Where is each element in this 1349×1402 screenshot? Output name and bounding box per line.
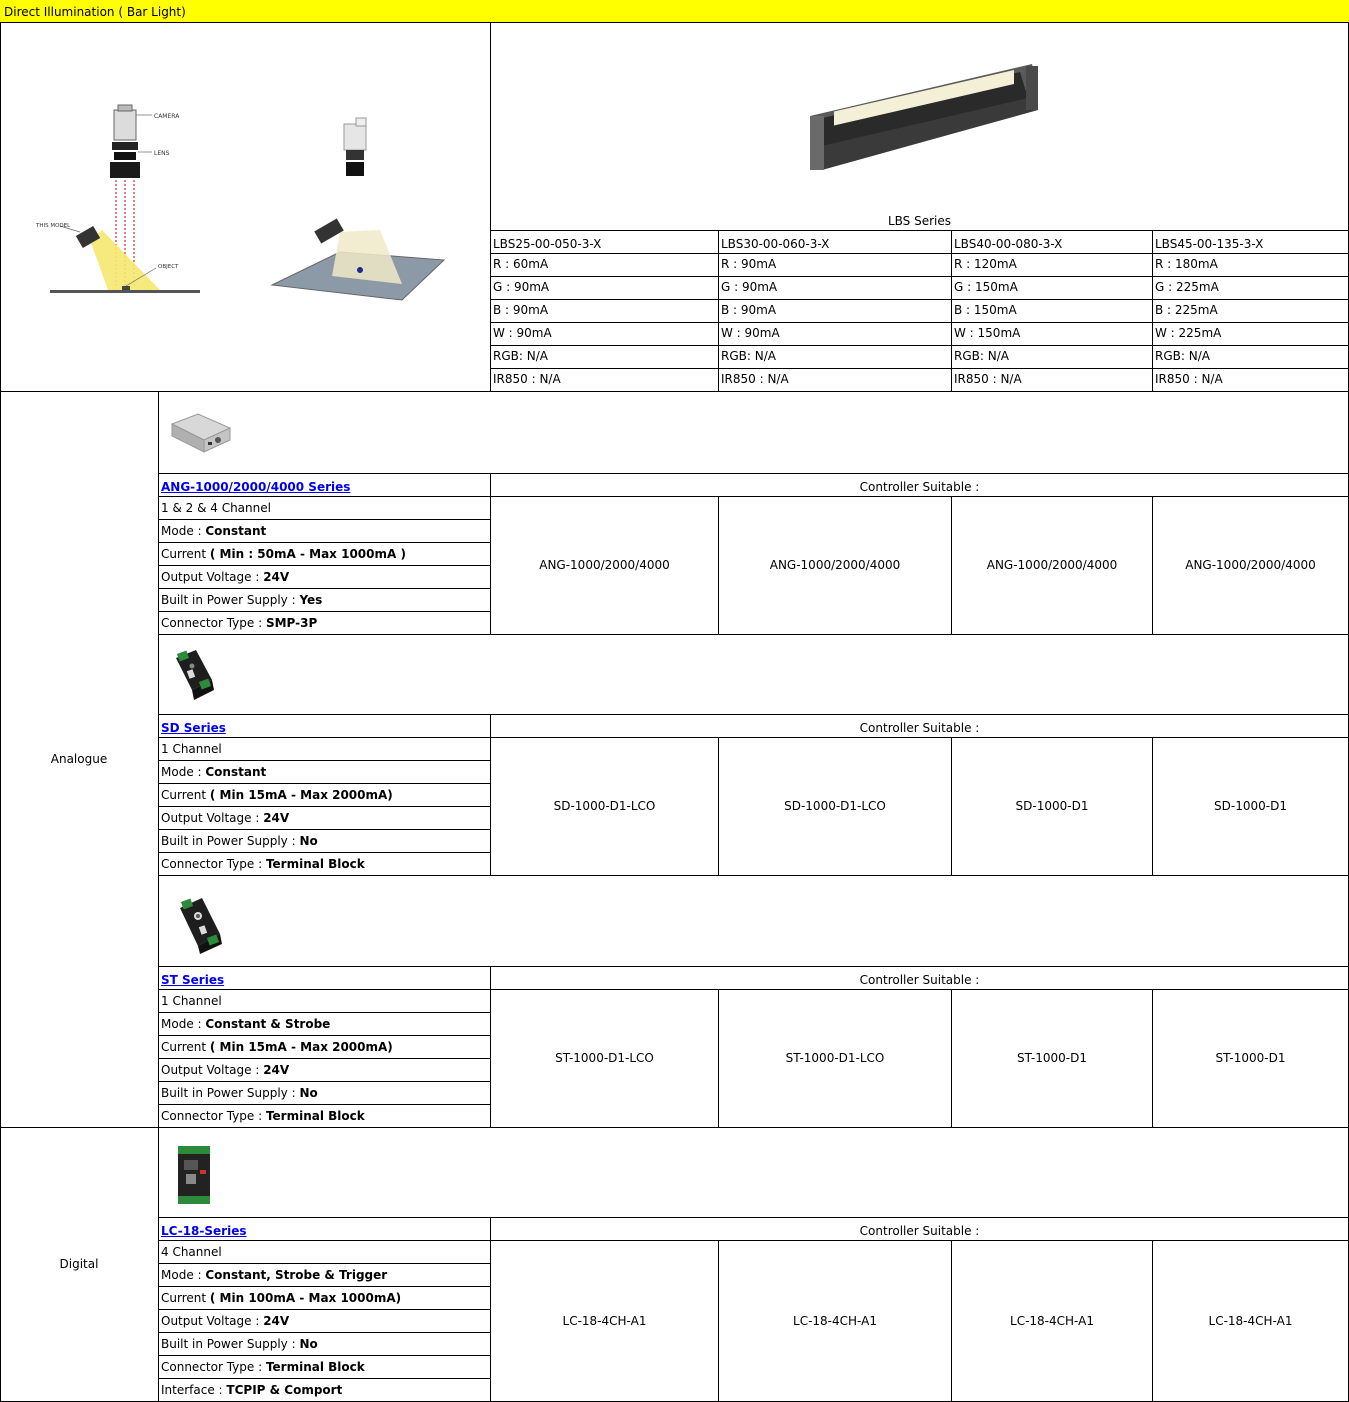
divider [490, 23, 491, 391]
spec-row: 1 Channel [161, 742, 222, 756]
spec-cell: W : 90mA [493, 326, 552, 340]
spec-cell: B : 225mA [1155, 303, 1218, 317]
object-label: OBJECT [158, 264, 179, 270]
setup-diagram [30, 100, 470, 310]
spec-cell: R : 180mA [1155, 257, 1218, 271]
spec-cell: IR850 : N/A [1155, 372, 1223, 386]
series-link-sd[interactable]: SD Series [161, 721, 226, 735]
lens-label: LENS [154, 150, 170, 157]
spec-cell: W : 150mA [954, 326, 1021, 340]
page-title: Direct Illumination ( Bar Light) [4, 5, 186, 19]
spec-cell: B : 150mA [954, 303, 1017, 317]
ang-controller-image [168, 410, 232, 456]
camera-icon [114, 105, 136, 140]
spec-row: 4 Channel [161, 1245, 222, 1259]
suitable-model: ST-1000-D1 [1017, 1051, 1087, 1065]
spec-row: Built in Power Supply : No [161, 834, 318, 848]
suitable-model: ST-1000-D1-LCO [555, 1051, 654, 1065]
suitable-model: LC-18-4CH-A1 [1208, 1314, 1293, 1328]
suitable-model: SD-1000-D1 [1214, 799, 1287, 813]
spec-row: Output Voltage : 24V [161, 1314, 290, 1328]
spec-row: Output Voltage : 24V [161, 811, 290, 825]
spec-cell: R : 60mA [493, 257, 549, 271]
spec-row: Mode : Constant [161, 765, 267, 779]
model-name: LBS30-00-060-3-X [721, 237, 830, 251]
model-name: LBS45-00-135-3-X [1155, 237, 1264, 251]
spec-row: 1 & 2 & 4 Channel [161, 501, 271, 515]
lens-icon [110, 142, 140, 178]
spec-cell: W : 225mA [1155, 326, 1222, 340]
spec-row: Mode : Constant [161, 524, 267, 538]
spec-row: Built in Power Supply : Yes [161, 593, 323, 607]
surface [50, 290, 200, 293]
suitable-model: ANG-1000/2000/4000 [986, 558, 1118, 572]
spec-row: Interface : TCPIP & Comport [161, 1383, 343, 1397]
controller-suitable-label: Controller Suitable : [859, 480, 980, 494]
series-link-st[interactable]: ST Series [161, 973, 225, 987]
series-link-lc18[interactable]: LC-18-Series [161, 1224, 247, 1238]
model-name: LBS40-00-080-3-X [954, 237, 1063, 251]
left-border [0, 23, 1, 1401]
camera-icon [344, 118, 366, 176]
suitable-model: LC-18-4CH-A1 [562, 1314, 647, 1328]
spec-cell: B : 90mA [493, 303, 549, 317]
spec-cell: G : 225mA [1155, 280, 1219, 294]
spec-row: Current ( Min 15mA - Max 2000mA) [161, 788, 393, 802]
suitable-model: ST-1000-D1 [1215, 1051, 1286, 1065]
spec-row: Built in Power Supply : No [161, 1086, 318, 1100]
spec-row: Connector Type : SMP-3P [161, 616, 318, 630]
suitable-model: LC-18-4CH-A1 [793, 1314, 877, 1328]
spec-cell: G : 150mA [954, 280, 1018, 294]
spec-cell: G : 90mA [493, 280, 550, 294]
light-beam [90, 230, 160, 290]
suitable-model: LC-18-4CH-A1 [1010, 1314, 1094, 1328]
spec-row: Current ( Min : 50mA - Max 1000mA ) [161, 547, 406, 561]
spec-cell: W : 90mA [721, 326, 780, 340]
spec-cell: IR850 : N/A [721, 372, 789, 386]
spec-cell: G : 90mA [721, 280, 778, 294]
spec-row: Built in Power Supply : No [161, 1337, 318, 1351]
spec-row: Mode : Constant & Strobe [161, 1017, 331, 1031]
this-model-label: THIS MODEL [36, 223, 71, 229]
camera-label: CAMERA [154, 113, 180, 120]
category-analogue: Analogue [50, 752, 108, 766]
lc18-controller-image [172, 1140, 218, 1208]
spec-cell: RGB: N/A [954, 349, 1009, 363]
spec-row: Output Voltage : 24V [161, 570, 290, 584]
title-bar [0, 0, 1349, 23]
spec-row: Mode : Constant, Strobe & Trigger [161, 1268, 388, 1282]
spec-cell: R : 120mA [954, 257, 1017, 271]
spec-row: Current ( Min 100mA - Max 1000mA) [161, 1291, 402, 1305]
spec-cell: B : 90mA [721, 303, 777, 317]
controller-suitable-label: Controller Suitable : [859, 721, 980, 735]
suitable-model: ANG-1000/2000/4000 [769, 558, 901, 572]
spec-row: Current ( Min 15mA - Max 2000mA) [161, 1040, 393, 1054]
spec-cell: IR850 : N/A [954, 372, 1022, 386]
controller-suitable-label: Controller Suitable : [859, 1224, 980, 1238]
spec-row: Connector Type : Terminal Block [161, 1109, 365, 1123]
spec-row: Connector Type : Terminal Block [161, 1360, 365, 1374]
spec-cell: RGB: N/A [1155, 349, 1210, 363]
suitable-model: ST-1000-D1-LCO [785, 1051, 885, 1065]
spec-cell: R : 90mA [721, 257, 777, 271]
model-name: LBS25-00-050-3-X [493, 237, 602, 251]
spec-row: Output Voltage : 24V [161, 1063, 290, 1077]
bar-light-product-image [806, 60, 1042, 175]
product-series-name: LBS Series [887, 214, 952, 228]
spec-cell: IR850 : N/A [493, 372, 561, 386]
category-digital: Digital [59, 1257, 99, 1271]
sd-controller-image [170, 646, 218, 702]
controller-suitable-label: Controller Suitable : [859, 973, 980, 987]
spec-row: 1 Channel [161, 994, 222, 1008]
divider [0, 391, 1349, 392]
series-link-ang[interactable]: ANG-1000/2000/4000 Series [161, 480, 351, 494]
suitable-model: SD-1000-D1 [1015, 799, 1089, 813]
st-controller-image [176, 894, 226, 956]
spec-cell: RGB: N/A [721, 349, 776, 363]
suitable-model: ANG-1000/2000/4000 [1185, 558, 1316, 572]
suitable-model: SD-1000-D1-LCO [784, 799, 886, 813]
suitable-model: SD-1000-D1-LCO [553, 799, 656, 813]
suitable-model: ANG-1000/2000/4000 [539, 558, 670, 572]
spec-row: Connector Type : Terminal Block [161, 857, 365, 871]
spec-cell: RGB: N/A [493, 349, 548, 363]
